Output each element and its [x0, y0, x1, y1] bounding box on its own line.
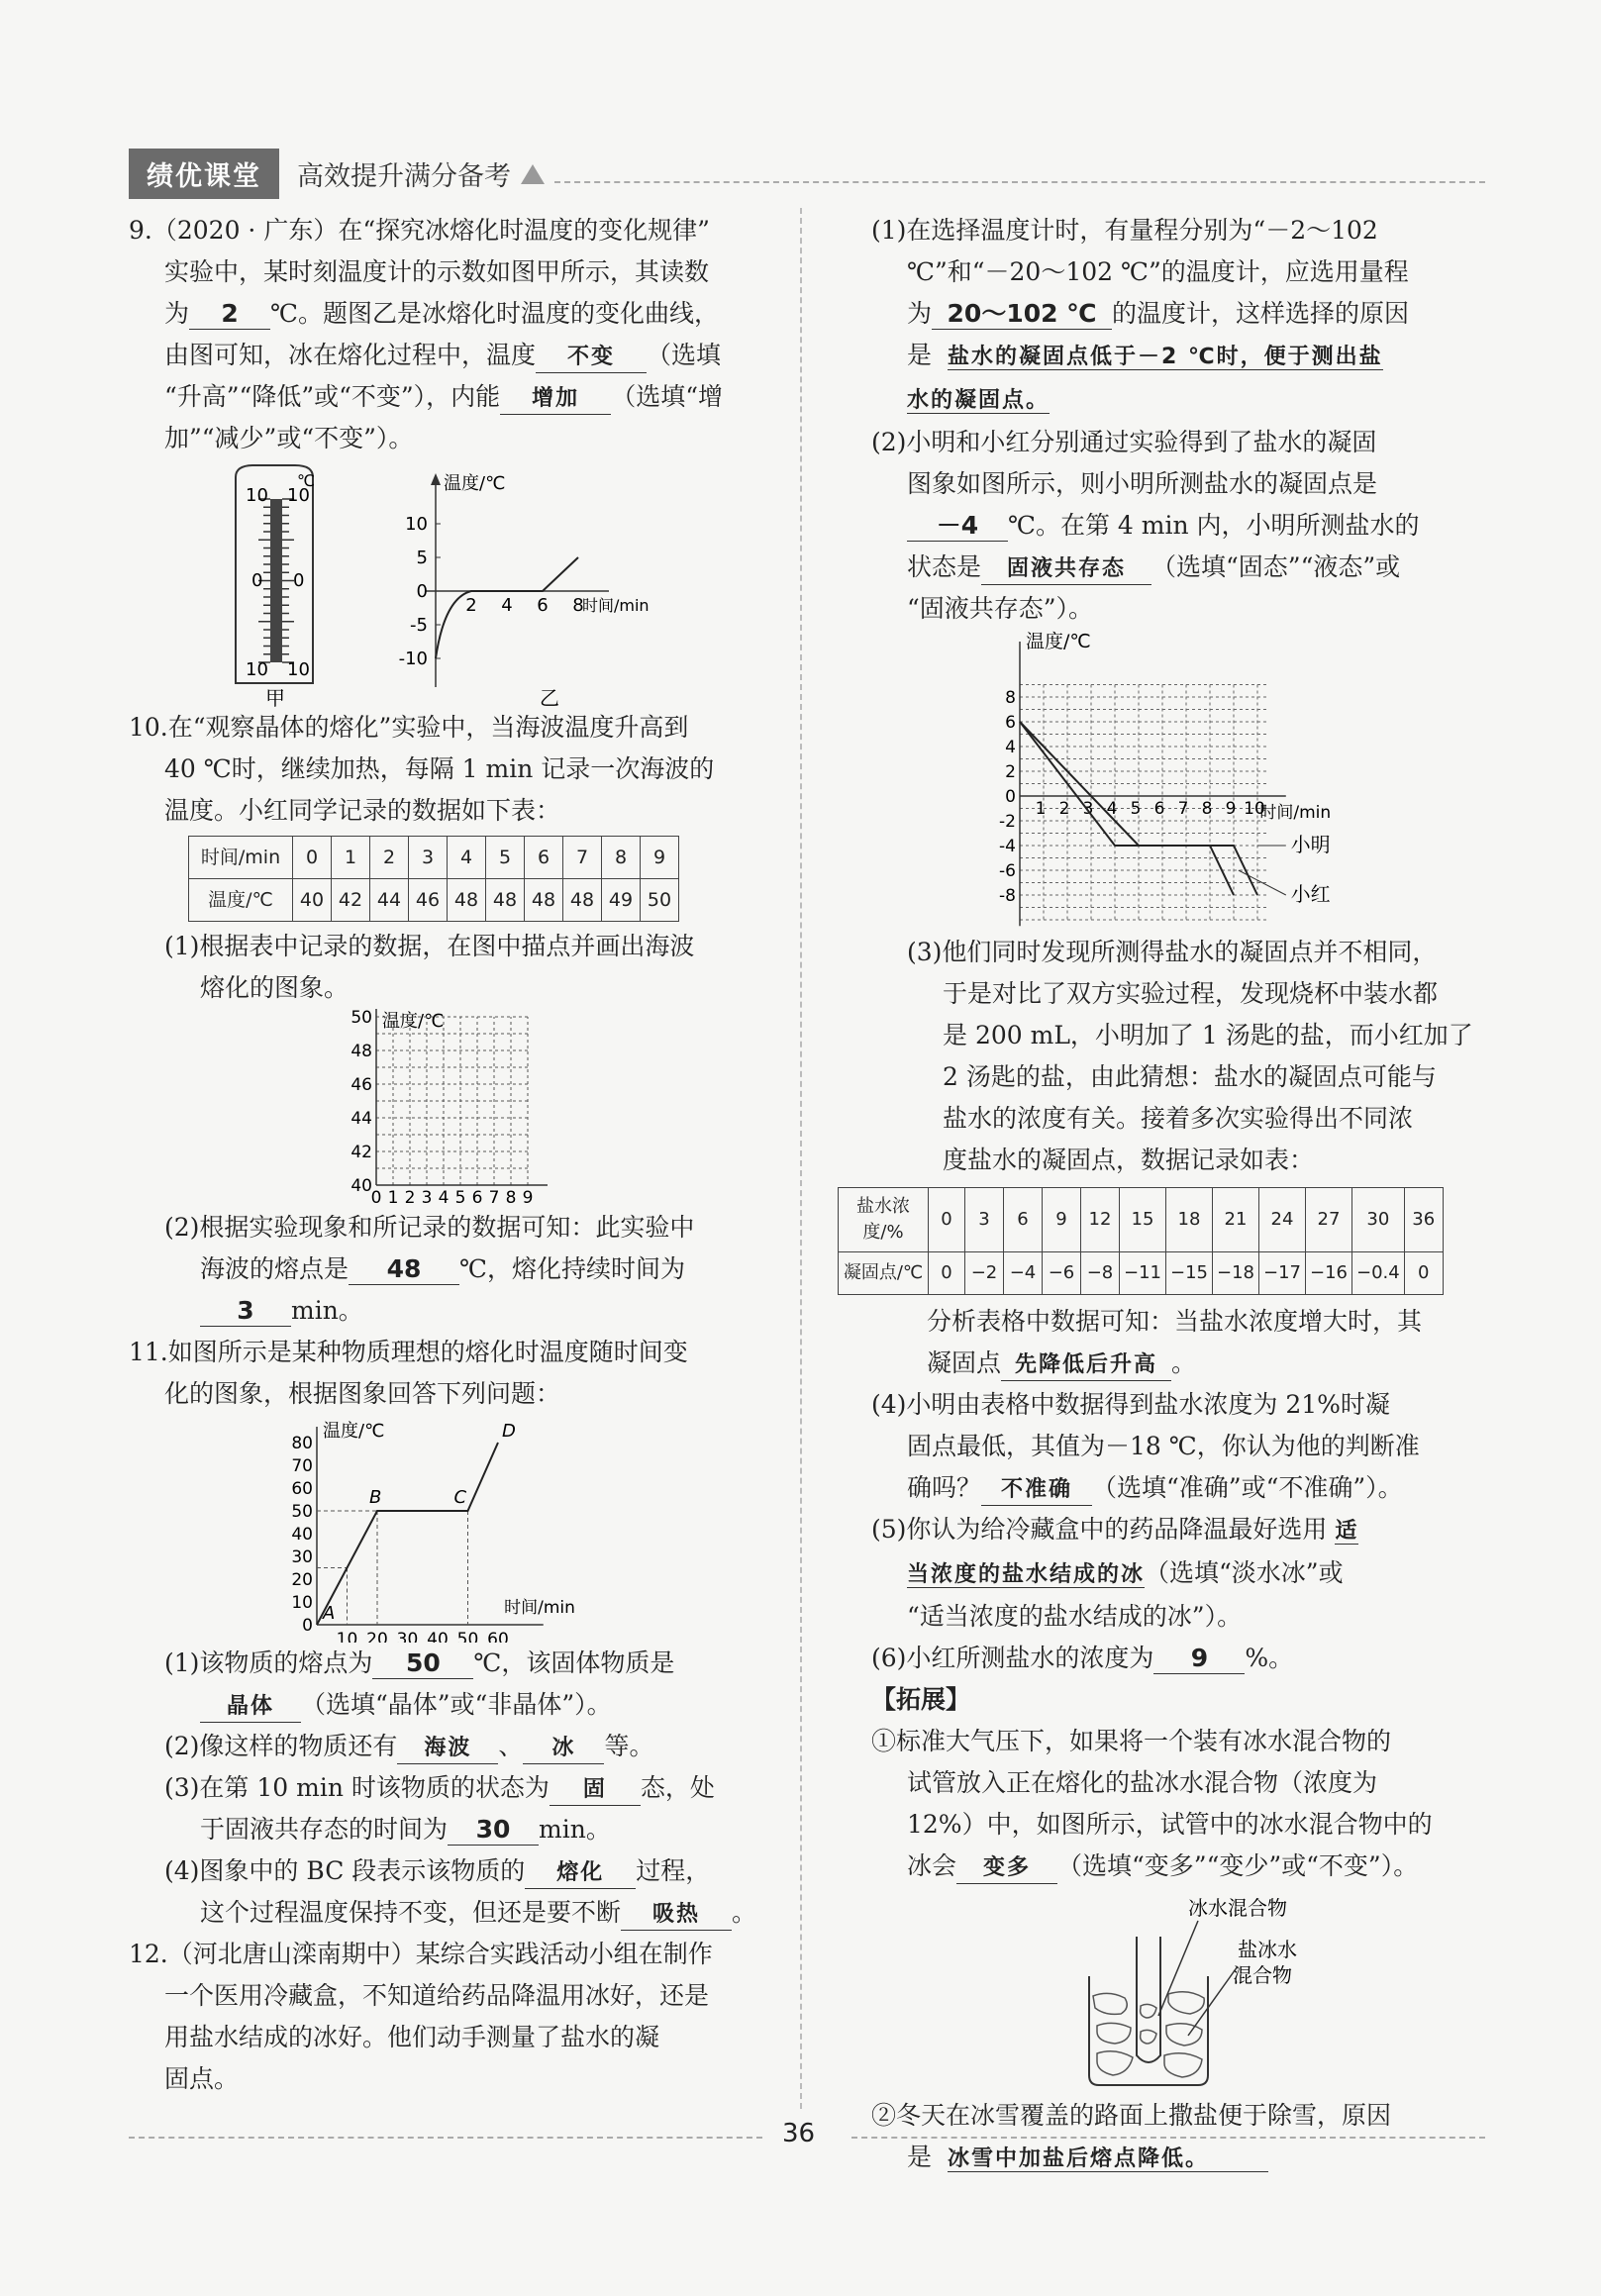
- r3-line6: 度盐水的凝固点，数据记录如表：: [943, 1146, 1315, 1174]
- table-cell: 50: [641, 879, 679, 922]
- y-tick-label: 10: [405, 514, 428, 535]
- table-cell: −0.4: [1352, 1252, 1405, 1295]
- x-tick-label: 2: [404, 1188, 416, 1207]
- y-tick-label: 0: [1005, 787, 1016, 807]
- left-column: [129, 210, 782, 2100]
- q12-line3: 用盐水结成的冰好。他们动手测量了盐水的凝: [164, 2023, 660, 2051]
- q11-answer-time: 30: [448, 1815, 539, 1846]
- table-cell: 7: [563, 837, 602, 879]
- x-tick-label: 9: [522, 1188, 534, 1207]
- table-cell: 0: [293, 837, 332, 879]
- r5-answer-1: 适: [1335, 1519, 1359, 1544]
- y-tick-label: 42: [350, 1143, 372, 1162]
- table-cell: 42: [332, 879, 370, 922]
- therm-unit: ℃: [297, 471, 315, 490]
- x-tick-label: 20: [366, 1630, 388, 1643]
- x-tick-label: 4: [1106, 799, 1118, 819]
- table-cell: −6: [1043, 1252, 1081, 1295]
- table-cell: 21: [1213, 1188, 1259, 1252]
- table-cell: 9: [1043, 1188, 1081, 1252]
- x-tick-label: 50: [456, 1630, 479, 1643]
- page-number: 36: [782, 2119, 816, 2148]
- q9-mid5: （选填“增: [611, 382, 723, 411]
- x-tick-label: 7: [1177, 799, 1189, 819]
- q11-answer-state: 固: [550, 1775, 641, 1806]
- x-tick-label: 8: [572, 595, 584, 616]
- r1-reason-2: 水的凝固点。: [907, 388, 1051, 413]
- q12-line1: 12.（河北唐山滦南期中）某综合实践活动小组在制作: [129, 1940, 713, 1968]
- e2-pre: 是: [907, 2143, 933, 2171]
- r5-answer-2: 当浓度的盐水结成的冰: [907, 1562, 1146, 1587]
- x-tick-label: 1: [1035, 799, 1047, 819]
- therm-label-top-right: 10: [287, 485, 310, 506]
- q10-row2-label: 温度/℃: [189, 879, 293, 922]
- pointer-line-2: [1188, 1966, 1238, 2036]
- beaker-label-1: 冰水混合物: [1188, 1896, 1287, 1920]
- e1-end: （选填“变多”“变少”或“不变”）。: [1057, 1851, 1419, 1880]
- x-tick-label: 6: [471, 1188, 483, 1207]
- y-tick-label: 0: [302, 1616, 313, 1636]
- x-tick-label: 4: [438, 1188, 450, 1207]
- table-cell: 3: [409, 837, 448, 879]
- q9-temperature-chart: [399, 473, 650, 687]
- q11-s2-c: 等。: [604, 1732, 654, 1760]
- q9-line1: 9.（2020 · 广东）在“探究冰熔化时温度的变化规律”: [129, 216, 710, 245]
- q9-mid4: （选填: [647, 341, 722, 369]
- column-divider: [800, 208, 802, 2109]
- table-cell: −11: [1120, 1252, 1166, 1295]
- r4-end: （选填“准确”或“不准确”）。: [1092, 1473, 1403, 1502]
- pointer-line-1: [1158, 1921, 1198, 2016]
- y-axis-arrow: [431, 473, 441, 485]
- y-axis-label: 温度/℃: [382, 1011, 445, 1032]
- x-tick-label: 3: [421, 1188, 433, 1207]
- y-axis-label: 温度/℃: [323, 1421, 385, 1442]
- table-cell: −18: [1213, 1252, 1259, 1295]
- q10-p2-b: ℃，熔化持续时间为: [459, 1254, 685, 1283]
- q10-row1-label: 时间/min: [189, 837, 293, 879]
- r1-line1: (1)在选择温度计时，有量程分别为“－2～102: [871, 216, 1378, 245]
- r1-mid: 的温度计，这样选择的原因: [1112, 299, 1410, 328]
- y-axis-label: 温度/℃: [1026, 631, 1091, 652]
- table-cell: −2: [965, 1252, 1004, 1295]
- y-tick-label: 50: [350, 1009, 372, 1028]
- table-cell: −17: [1259, 1252, 1306, 1295]
- table-cell: 48: [525, 879, 563, 922]
- y-tick-label: -10: [398, 649, 428, 669]
- q10-data-table: [188, 836, 679, 922]
- y-tick-label: 10: [291, 1593, 313, 1613]
- q9-pre3: 为: [164, 299, 190, 328]
- x-tick-label: 6: [537, 595, 549, 616]
- q11-s3-c: 于固液共存态的时间为: [200, 1815, 449, 1844]
- table-cell: 48: [563, 879, 602, 922]
- table-cell: 0: [1404, 1252, 1443, 1295]
- y-tick-label: -5: [410, 615, 428, 636]
- x-axis-label: 时间/min: [582, 596, 650, 615]
- r2-line2: 图象如图所示，则小明所测盐水的凝固点是: [907, 469, 1378, 498]
- y-tick-label: 48: [350, 1042, 372, 1061]
- q11-answer-heat: 吸热: [621, 1900, 732, 1931]
- x-tick-label: 9: [1225, 799, 1237, 819]
- therm-label-bot-left: 10: [246, 659, 268, 680]
- page-header: [129, 149, 545, 199]
- fp-row-label: 凝固点/℃: [839, 1252, 929, 1295]
- q10-line1: 10.在“观察晶体的熔化”实验中，当海波温度升高到: [129, 713, 689, 742]
- e1-answer: 变多: [956, 1853, 1057, 1884]
- y-tick-label: 8: [1005, 688, 1016, 708]
- table-cell: 18: [1166, 1188, 1213, 1252]
- footer-line-left: [129, 2137, 762, 2139]
- y-tick-label: 30: [291, 1547, 313, 1567]
- q11-line2: 化的图象，根据图象回答下列问题：: [164, 1379, 561, 1408]
- brand-label: 绩优课堂: [129, 149, 279, 199]
- q11-s4-b: 过程，: [636, 1856, 711, 1885]
- r1-answer-range: 20～102 ℃: [932, 299, 1112, 330]
- table-cell: 12: [1081, 1188, 1120, 1252]
- y-tick-label: 2: [1005, 762, 1016, 782]
- y-tick-label: 20: [291, 1570, 313, 1590]
- q10-p2-a: 海波的熔点是: [200, 1254, 350, 1283]
- q11-s4-a: (4)图象中的 BC 段表示该物质的: [164, 1856, 526, 1885]
- table-cell: 30: [1352, 1188, 1405, 1252]
- y-tick-label: 40: [350, 1176, 372, 1196]
- x-tick-label: 1: [387, 1188, 399, 1207]
- r4-pre: 确吗？: [907, 1473, 982, 1502]
- e2-line1: ②冬天在冰雪覆盖的路面上撒盐便于除雪，原因: [871, 2101, 1392, 2130]
- table-row: [839, 1252, 1444, 1295]
- x-axis-label: 时间/min: [504, 1598, 575, 1618]
- y-tick-label: -8: [999, 886, 1016, 906]
- q9-line3: ℃。题图乙是冰熔化时温度的变化曲线，: [270, 299, 719, 328]
- y-tick-label: -6: [999, 861, 1016, 881]
- q9-line5: “升高”“降低”或“不变”），内能: [164, 382, 501, 411]
- table-cell: 2: [370, 837, 409, 879]
- q9-line2: 实验中，某时刻温度计的示数如图甲所示，其读数: [164, 257, 710, 286]
- table-cell: −16: [1306, 1252, 1352, 1295]
- q11-s3-a: (3)在第 10 min 时该物质的状态为: [164, 1773, 550, 1802]
- point-label: D: [502, 1421, 516, 1442]
- table-row: [189, 879, 679, 922]
- ice-chunks: [1093, 1992, 1204, 2077]
- extension-title: 【拓展】: [871, 1685, 971, 1714]
- q9-answer-2: 不变: [536, 343, 647, 373]
- e1-line3: 12%）中，如图所示，试管中的冰水混合物中的: [907, 1810, 1433, 1839]
- y-tick-label: 40: [291, 1525, 313, 1545]
- x-tick-label: 30: [396, 1630, 419, 1643]
- point-label: A: [323, 1603, 336, 1624]
- x-tick-label: 8: [1201, 799, 1213, 819]
- table-cell: 15: [1120, 1188, 1166, 1252]
- table-cell: 8: [602, 837, 641, 879]
- q10-grid-wrap: [129, 1009, 782, 1207]
- q11-s3-b: 态，处: [640, 1773, 715, 1802]
- q10-answer-1: 48: [349, 1254, 459, 1285]
- r1-reason-1: 盐水的凝固点低于－2 ℃时，便于测出盐: [948, 345, 1383, 369]
- beaker-figure-wrap: [871, 1887, 1485, 2095]
- q11-s1-b: ℃，该固体物质是: [473, 1648, 675, 1677]
- point-label: B: [369, 1487, 382, 1508]
- table-cell: 5: [486, 837, 525, 879]
- r1-pre: 为: [907, 299, 933, 328]
- q11-s1-a: (1)该物质的熔点为: [164, 1648, 373, 1677]
- r6-answer: 9: [1153, 1644, 1245, 1674]
- e1-line2: 试管放入正在熔化的盐冰水混合物（浓度为: [907, 1768, 1378, 1797]
- q11-answer-melt: 50: [372, 1648, 473, 1679]
- x-tick-label: 3: [1082, 799, 1094, 819]
- r3-line4: 2 汤匙的盐，由此猜想：盐水的凝固点可能与: [943, 1062, 1437, 1091]
- therm-label-mid-right: 0: [293, 570, 305, 591]
- table-cell: 44: [370, 879, 409, 922]
- table-cell: 24: [1259, 1188, 1306, 1252]
- q11-s2-a: (2)像这样的物质还有: [164, 1732, 398, 1760]
- q11-line1: 11.如图所示是某种物质理想的熔化时温度随时间变: [129, 1338, 688, 1366]
- r2-line5: “固液共存态”）。: [907, 594, 1094, 623]
- y-tick-label: -2: [999, 812, 1016, 832]
- thermometer-figure: [236, 465, 315, 707]
- melting-line: [317, 1443, 498, 1625]
- r3-answer-trend: 先降低后升高: [1001, 1350, 1171, 1381]
- q10-answer-2: 3: [200, 1296, 291, 1327]
- q11-chart-wrap: [129, 1415, 782, 1643]
- therm-label-bot-right: 10: [287, 659, 310, 680]
- table-cell: −4: [1004, 1252, 1043, 1295]
- e1-line1: ①标准大气压下，如果将一个装有冰水混合物的: [871, 1727, 1392, 1755]
- r6-end: %。: [1245, 1644, 1294, 1672]
- q11-s3-d: min。: [539, 1815, 611, 1844]
- y-tick-label: 6: [1005, 713, 1016, 733]
- point-label: C: [453, 1487, 467, 1508]
- q9-line6: 加”“减少”或“不变”）。: [164, 424, 414, 452]
- table-cell: −15: [1166, 1252, 1213, 1295]
- r6-pre: (6)小红所测盐水的浓度为: [871, 1644, 1154, 1672]
- table-row: [189, 837, 679, 879]
- table-cell: 27: [1306, 1188, 1352, 1252]
- concentration-table: [838, 1187, 1444, 1295]
- r3b-end: 。: [1171, 1348, 1197, 1377]
- r5-line3: “适当浓度的盐水结成的冰”）。: [907, 1602, 1243, 1631]
- freezing-chart: [871, 630, 1485, 932]
- q9-line4: 由图可知，冰在熔化过程中，温度: [164, 341, 537, 369]
- q10-line3: 温度。小红同学记录的数据如下表：: [164, 796, 561, 825]
- table-cell: 3: [965, 1188, 1004, 1252]
- table-cell: 49: [602, 879, 641, 922]
- table-row: [839, 1188, 1444, 1252]
- table-cell: 36: [1404, 1188, 1443, 1252]
- right-column: [843, 210, 1485, 2180]
- q10-p1-line2: 熔化的图象。: [200, 973, 350, 1002]
- header-triangle-icon: [521, 164, 545, 184]
- fig-yi-label: 乙: [540, 686, 559, 707]
- table-cell: 0: [929, 1252, 965, 1295]
- x-tick-label: 4: [501, 595, 513, 616]
- y-tick-label: 4: [1005, 738, 1016, 757]
- y-tick-label: 80: [291, 1434, 313, 1453]
- y-axis-label: 温度/℃: [444, 473, 506, 494]
- r4-line2: 固点最低，其值为－18 ℃，你认为他的判断准: [907, 1432, 1420, 1460]
- q10-p1-line1: (1)根据表中记录的数据，在图中描点并画出海波: [164, 932, 695, 960]
- q10-p2-line1: (2)根据实验现象和所记录的数据可知：此实验中: [164, 1213, 695, 1242]
- table-cell: 6: [525, 837, 563, 879]
- table-cell: 6: [1004, 1188, 1043, 1252]
- q11-answer-proc: 熔化: [525, 1858, 636, 1889]
- e1-pre: 冰会: [907, 1851, 957, 1880]
- table-cell: 40: [293, 879, 332, 922]
- r2-mid: （选填“固态”“液态”或: [1151, 552, 1401, 581]
- fig-jia-label: 甲: [265, 686, 285, 707]
- r3-line1: (3)他们同时发现所测得盐水的凝固点并不相同，: [907, 938, 1438, 966]
- q11-answer-ex1: 海波: [397, 1734, 498, 1764]
- y-tick-label: 46: [350, 1075, 372, 1095]
- table-cell: 1: [332, 837, 370, 879]
- table-cell: 48: [448, 879, 486, 922]
- r4-answer: 不准确: [981, 1475, 1092, 1506]
- header-subtitle: 高效提升满分备考: [297, 161, 511, 192]
- r3-line5: 盐水的浓度有关。接着多次实验得出不同浓: [943, 1104, 1414, 1133]
- q10-p2-c: min。: [291, 1296, 363, 1325]
- y-tick-label: 60: [291, 1479, 313, 1499]
- q9-figures: [129, 459, 782, 707]
- r2-answer-state: 固液共存态: [981, 554, 1151, 585]
- r2-chart-wrap: [871, 630, 1485, 932]
- x-tick-label: 0: [370, 1188, 382, 1207]
- q11-s4-d: 。: [732, 1898, 757, 1927]
- r2-pre: 状态是: [907, 552, 982, 581]
- q9-answer-3: 增加: [500, 384, 611, 415]
- x-tick-label: 5: [454, 1188, 466, 1207]
- r3b-pre: 凝固点: [927, 1348, 1002, 1377]
- r3-line3: 是 200 mL，小明加了 1 汤匙的盐，而小红加了: [943, 1021, 1473, 1049]
- q11-answer-type: 晶体: [200, 1692, 301, 1723]
- q10-empty-grid: [129, 1009, 782, 1207]
- q12-line2: 一个医用冷藏盒，不知道给药品降温用冰好，还是: [164, 1981, 710, 2010]
- y-tick-label: 44: [350, 1109, 372, 1129]
- table-cell: 48: [486, 879, 525, 922]
- q10-line2: 40 ℃时，继续加热，每隔 1 min 记录一次海波的: [164, 754, 715, 783]
- q11-melting-chart: [129, 1415, 782, 1643]
- x-tick-label: 7: [488, 1188, 500, 1207]
- beaker-label-2: 盐冰水: [1238, 1938, 1297, 1961]
- x-tick-label: 2: [1058, 799, 1070, 819]
- r2-answer-fp: －4: [907, 511, 1008, 542]
- x-tick-label: 60: [487, 1630, 509, 1643]
- x-tick-label: 5: [1130, 799, 1142, 819]
- y-tick-label: 50: [291, 1502, 313, 1522]
- y-tick-label: 5: [416, 548, 428, 568]
- q11-answer-ex2: 冰: [523, 1734, 604, 1764]
- x-axis-label: 时间/min: [1259, 803, 1332, 823]
- x-tick-label: 40: [427, 1630, 449, 1643]
- therm-label-top-left: 10: [246, 485, 268, 506]
- therm-label-mid-left: 0: [251, 570, 263, 591]
- header-divider: [554, 181, 1485, 183]
- q9-answer-1: 2: [189, 299, 270, 330]
- table-cell: 46: [409, 879, 448, 922]
- r4-line1: (4)小明由表格中数据得到盐水浓度为 21%时凝: [871, 1390, 1390, 1419]
- y-tick-label: 70: [291, 1456, 313, 1476]
- beaker-label-3: 混合物: [1233, 1963, 1292, 1987]
- x-tick-label: 2: [465, 595, 477, 616]
- q11-s1-c: （选填“晶体”或“非晶体”）。: [301, 1690, 612, 1719]
- table-cell: 4: [448, 837, 486, 879]
- r2-line3: ℃。在第 4 min 内，小明所测盐水的: [1008, 511, 1420, 540]
- table-cell: −8: [1081, 1252, 1120, 1295]
- r3b-line1: 分析表格中数据可知：当盐水浓度增大时，其: [927, 1307, 1423, 1336]
- q11-s4-c: 这个过程温度保持不变，但还是要不断: [200, 1898, 622, 1927]
- r3-line2: 于是对比了双方实验过程，发现烧杯中装水都: [943, 979, 1439, 1008]
- table-cell: 0: [929, 1188, 965, 1252]
- x-tick-label: 8: [505, 1188, 517, 1207]
- x-tick-label: 6: [1153, 799, 1165, 819]
- e2-answer: 冰雪中加盐后熔点降低。: [948, 2146, 1268, 2172]
- r1-is: 是: [907, 341, 933, 369]
- r5-pre: (5)你认为给冷藏盒中的药品降温最好选用: [871, 1515, 1328, 1544]
- beaker-figure: [871, 1887, 1485, 2095]
- y-tick-label: 0: [416, 581, 428, 602]
- q12-line4: 固点。: [164, 2064, 240, 2093]
- x-tick-label: 10: [336, 1630, 358, 1643]
- legend-label: 小明: [1290, 833, 1331, 856]
- footer-line-right: [851, 2137, 1485, 2139]
- r5-mid: （选填“淡水冰”或: [1145, 1558, 1344, 1587]
- y-tick-label: -4: [999, 837, 1016, 856]
- x-tick-label: 10: [1244, 799, 1265, 819]
- q9-figure-svg: [129, 459, 782, 707]
- r2-line1: (2)小明和小红分别通过实验得到了盐水的凝固: [871, 428, 1377, 456]
- conc-row-label: 盐水浓度/%: [839, 1188, 929, 1252]
- q11-s2-b: 、: [498, 1732, 524, 1760]
- legend-label: 小红: [1290, 882, 1331, 906]
- table-cell: 9: [641, 837, 679, 879]
- r1-line2: ℃”和“－20～102 ℃”的温度计，应选用量程: [907, 257, 1409, 286]
